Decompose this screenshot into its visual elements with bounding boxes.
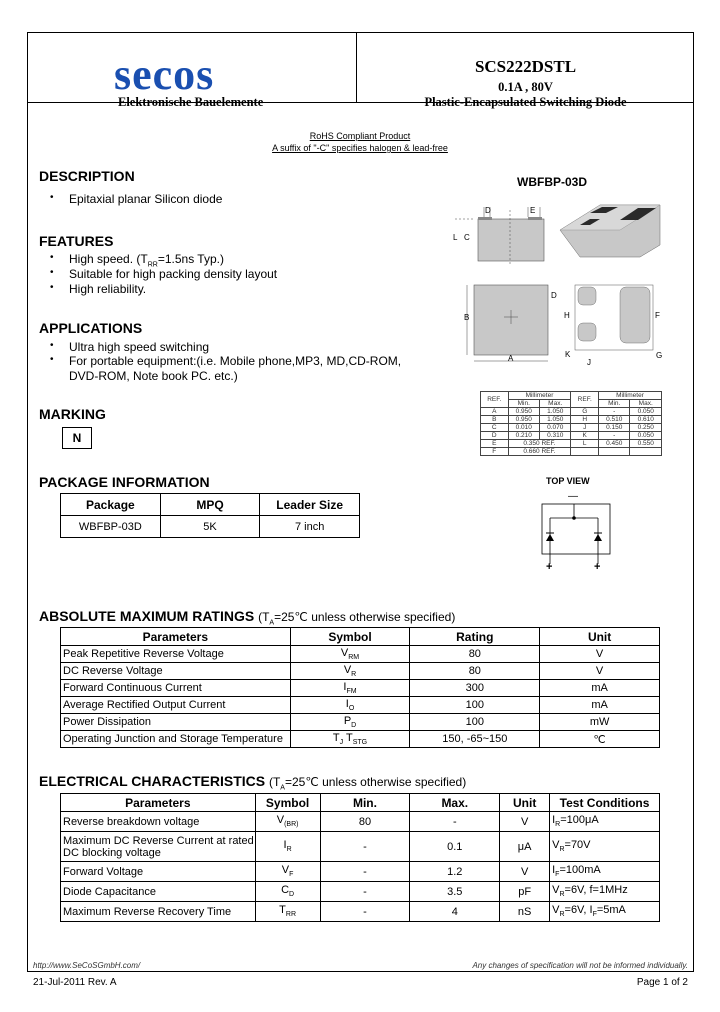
dim-cell: A <box>481 408 509 416</box>
dim-cell <box>598 448 629 456</box>
ec-header: Symbol <box>255 794 320 812</box>
side-pad-left <box>478 217 492 220</box>
table-row: Forward Continuous Current $I_{FM}$ 300 mA <box>61 680 660 697</box>
table-row: Forward Voltage $V_F$ - 1.2 V $I_F=100mA$ <box>61 862 660 882</box>
header <box>28 33 693 109</box>
dim-header: REF. <box>481 392 509 408</box>
abs-max-table <box>60 627 660 748</box>
schematic-outline <box>542 504 610 554</box>
dim-label: C <box>464 233 470 242</box>
dim-cell: 0.350 REF. <box>508 440 571 448</box>
dim-cell: 0.150 <box>598 424 629 432</box>
ec-header: Unit <box>500 794 550 812</box>
amr-header: Rating <box>410 628 540 646</box>
package-table <box>60 493 360 538</box>
dim-cell: 0.310 <box>539 432 570 440</box>
dim-cell: 1.050 <box>539 408 570 416</box>
table-row: Diode Capacitance $C_D$ - 3.5 pF $V_R=6V$, f=1MHz <box>61 882 660 902</box>
top-view-schematic <box>538 488 618 576</box>
dim-cell <box>630 448 662 456</box>
pkg-header: MPQ <box>160 494 260 516</box>
dim-label: L <box>453 233 458 242</box>
pin-plus-left: + <box>546 561 553 573</box>
dim-cell: 0.210 <box>508 432 539 440</box>
diode-left <box>546 534 554 541</box>
applications-title: APPLICATIONS <box>39 320 143 336</box>
features-title: FEATURES <box>39 233 114 249</box>
dim-cell: 0.450 <box>598 440 629 448</box>
dim-label: H <box>564 311 570 320</box>
dim-cell: E <box>481 440 509 448</box>
description-title: DESCRIPTION <box>39 168 135 184</box>
dim-cell: 0.070 <box>539 424 570 432</box>
dim-label: A <box>508 354 514 363</box>
dim-cell: J <box>571 424 599 432</box>
pkg-cell: 7 inch <box>260 516 360 538</box>
footer-page: Page 1 of 2 <box>636 977 688 988</box>
table-row: Average Rectified Output Current $I_O$ 100 mA <box>61 697 660 714</box>
pkg-cell: WBFBP-03D <box>61 516 161 538</box>
ec-header: Min. <box>320 794 410 812</box>
abs-max-title: ABSOLUTE MAXIMUM RATINGS ($T_A=25℃$ unless otherwise specified) <box>39 608 456 627</box>
dim-cell <box>571 448 599 456</box>
dim-label: G <box>656 351 663 360</box>
dim-cell: 0.610 <box>630 416 662 424</box>
application-item-cont: DVD-ROM, Note book PC. etc.) <box>69 369 238 383</box>
drawing-package-name: WBFBP-03D <box>517 175 588 189</box>
amr-header: Parameters <box>61 628 291 646</box>
dim-cell: 0.950 <box>508 408 539 416</box>
rohs-line-1: RoHS Compliant Product <box>309 131 411 141</box>
ec-header: Parameters <box>61 794 256 812</box>
rohs-line-2: A suffix of "-C" specifies halogen & lead-free <box>272 143 448 153</box>
dim-cell: 0.050 <box>630 408 662 416</box>
application-item: • Ultra high speed switching <box>50 340 209 354</box>
dim-cell: 0.950 <box>508 416 539 424</box>
dim-label: F <box>655 311 660 320</box>
feature-item: • High speed. ($T_{RR}=1.5ns$ Typ.) <box>50 252 224 268</box>
dim-header: REF. <box>571 392 599 408</box>
footer-date: 21-Jul-2011 Rev. A <box>33 977 117 988</box>
application-item: • For portable equipment:(i.e. Mobile phone,MP3, MD,CD-ROM, <box>50 354 401 368</box>
dim-label: K <box>565 350 571 359</box>
dim-cell: H <box>571 416 599 424</box>
dim-cell: L <box>571 440 599 448</box>
dim-label: J <box>587 358 591 367</box>
dim-label: D <box>485 206 491 215</box>
pin-minus: — <box>568 491 578 502</box>
dim-cell: F <box>481 448 509 456</box>
header-divider <box>356 33 357 103</box>
elec-table <box>60 793 660 922</box>
part-rating: 0.1A , 80V <box>498 80 553 94</box>
dim-cell: D <box>481 432 509 440</box>
dim-cell: - <box>598 408 629 416</box>
part-description: Plastic-Encapsulated Switching Diode <box>424 95 627 109</box>
ec-header: Max. <box>410 794 500 812</box>
marking-title: MARKING <box>39 406 106 422</box>
company-subtitle: Elektronische Bauelemente <box>118 95 264 109</box>
dim-cell: 1.050 <box>539 416 570 424</box>
pad-3 <box>620 287 650 343</box>
pin-plus-right: + <box>594 561 601 573</box>
feature-item: • High reliability. <box>50 282 146 296</box>
dim-cell: 0.550 <box>630 440 662 448</box>
amr-header: Unit <box>540 628 660 646</box>
dim-cell: B <box>481 416 509 424</box>
side-view-body <box>478 219 544 261</box>
dim-label: B <box>464 313 470 322</box>
amr-header: Symbol <box>290 628 410 646</box>
diode-right <box>594 534 602 541</box>
table-row: Maximum DC Reverse Current at rated DC blocking voltage $I_R$ - 0.1 μA $V_R=70V$ <box>61 832 660 862</box>
table-row: Power Dissipation $P_D$ 100 mW <box>61 714 660 731</box>
footer-url[interactable]: http://www.SeCoSGmbH.com/ <box>33 961 141 970</box>
dim-label: E <box>530 206 536 215</box>
dimension-table <box>480 391 662 456</box>
pkg-header: Package <box>61 494 161 516</box>
dim-subheader: Min. <box>508 400 539 408</box>
dim-header: Millimeter <box>508 392 571 400</box>
table-row: Maximum Reverse Recovery Time $T_{RR}$ - 4 nS $V_R=6V$, $I_F=5mA$ <box>61 902 660 922</box>
dim-cell: 0.050 <box>630 432 662 440</box>
dim-label: D <box>551 291 557 300</box>
package-drawing <box>450 195 670 370</box>
table-row: Peak Repetitive Reverse Voltage $V_{RM}$ 80 V <box>61 646 660 663</box>
marking-code: N <box>62 427 92 449</box>
dim-cell: G <box>571 408 599 416</box>
dim-subheader: Max. <box>539 400 570 408</box>
dim-cell: 0.660 REF. <box>508 448 571 456</box>
table-row: DC Reverse Voltage $V_R$ 80 V <box>61 663 660 680</box>
dim-cell: 0.510 <box>598 416 629 424</box>
side-pad-right <box>528 217 542 220</box>
dim-cell: K <box>571 432 599 440</box>
company-logo: secos <box>114 50 215 99</box>
pad-2 <box>578 323 596 341</box>
dim-header: Millimeter <box>598 392 661 400</box>
ec-header: Test Conditions <box>550 794 660 812</box>
pkg-header: Leader Size <box>260 494 360 516</box>
dim-cell: 0.250 <box>630 424 662 432</box>
pkg-cell: 5K <box>160 516 260 538</box>
feature-item: • Suitable for high packing density layout <box>50 267 277 281</box>
footer-notice: Any changes of specification will not be informed individually. <box>472 961 688 970</box>
part-number: SCS222DSTL <box>474 57 577 76</box>
table-row: Reverse breakdown voltage $V_{(BR)}$ 80 - V $I_R=100\mu A$ <box>61 812 660 832</box>
dim-subheader: Max. <box>630 400 662 408</box>
package-info-title: PACKAGE INFORMATION <box>39 474 210 490</box>
dim-cell: C <box>481 424 509 432</box>
dim-subheader: Min. <box>598 400 629 408</box>
dim-cell: - <box>598 432 629 440</box>
top-view-label: TOP VIEW <box>546 476 590 486</box>
pad-1 <box>578 287 596 305</box>
description-item: • Epitaxial planar Silicon diode <box>50 192 222 206</box>
elec-title: ELECTRICAL CHARACTERISTICS ($T_A=25℃$ unless otherwise specified) <box>39 773 467 792</box>
table-row: Operating Junction and Storage Temperature $T_J$ $T_{STG}$ 150, -65~150 ℃ <box>61 731 660 748</box>
dim-cell: 0.010 <box>508 424 539 432</box>
